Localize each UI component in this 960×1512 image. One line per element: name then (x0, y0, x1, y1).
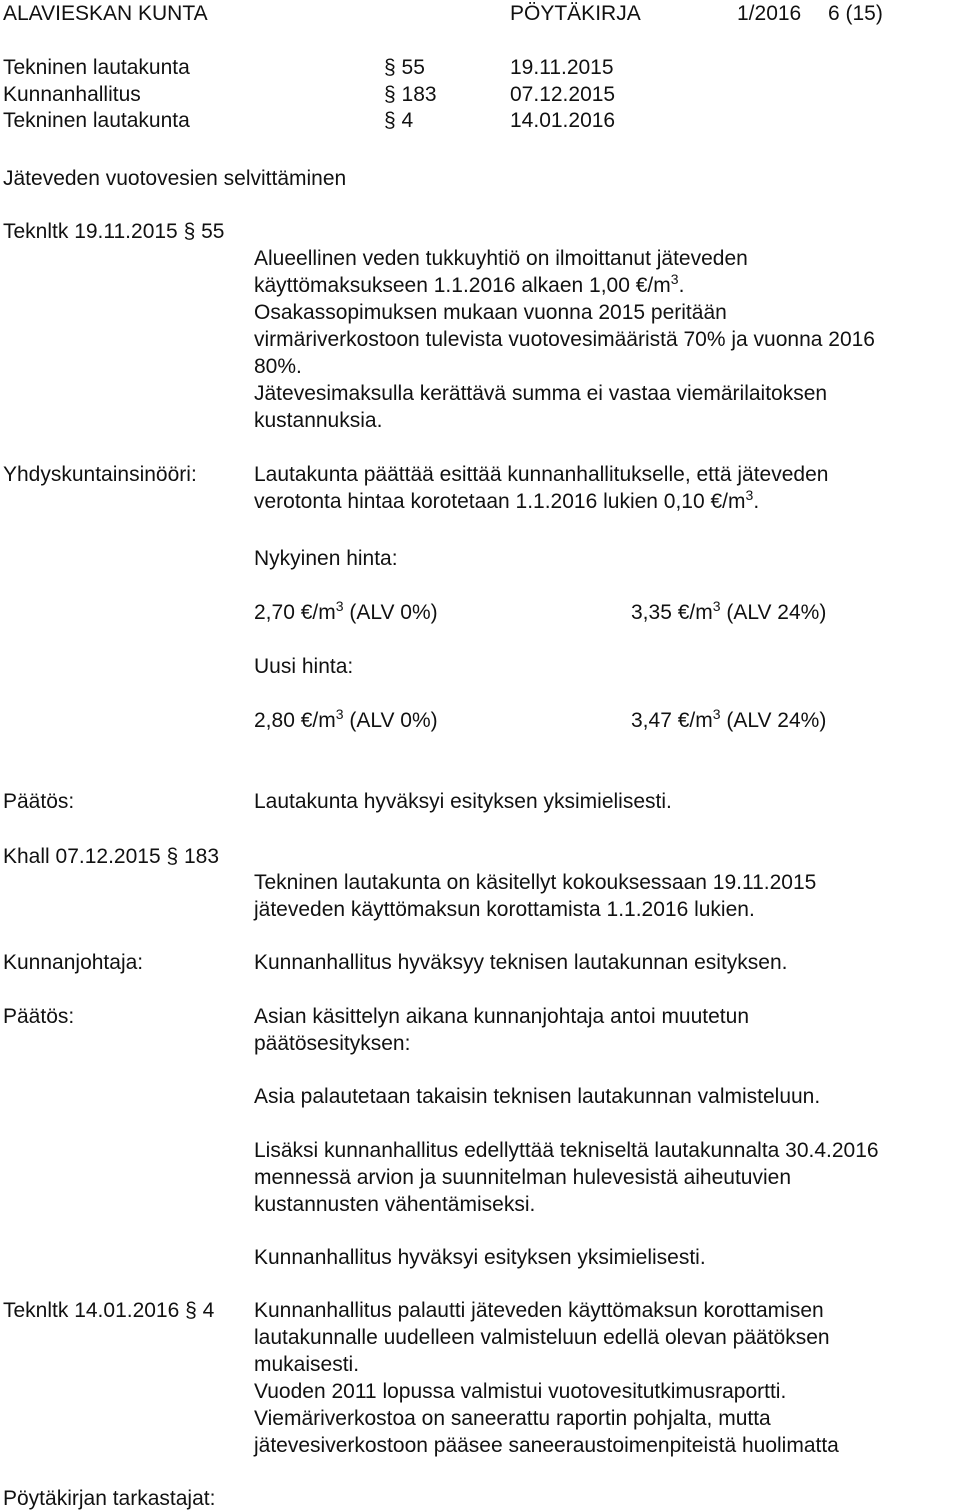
decision-label: Päätös: (3, 1005, 75, 1028)
header-doc-type: PÖYTÄKIRJA (510, 2, 641, 25)
proposal-label: Yhdyskuntainsinööri: (3, 463, 197, 486)
text-line: mennessä arvion ja suunnitelman hulevesistä aiheutuvien (254, 1166, 791, 1189)
reference-body: Tekninen lautakunta (3, 109, 190, 132)
text-line: kustannuksia. (254, 409, 383, 432)
text-line: Asian käsittelyn aikana kunnanjohtaja antoi muutetun (254, 1005, 749, 1028)
text-line: Lautakunta päättää esittää kunnanhallitukselle, että jäteveden (254, 463, 829, 486)
text-line: lautakunnalle uudelleen valmisteluun edellä olevan päätöksen (254, 1326, 830, 1349)
header-doc-number: 1/2016 (737, 2, 802, 25)
khall-decision-requirement (254, 1137, 954, 1218)
new-price-label: Uusi hinta: (254, 655, 354, 678)
decision-text: Lautakunta hyväksyi esityksen yksimielisesti. (254, 790, 672, 813)
reference-section: § 4 (384, 109, 414, 132)
section-ref-teknltk-2015: Teknltk 19.11.2015 § 55 (3, 220, 225, 243)
manager-proposal: Kunnanhallitus hyväksyy teknisen lautakunnan esityksen. (254, 951, 788, 974)
text-line: jätevesiverkostoon pääsee saneeraustoimenpiteistä huolimatta (254, 1434, 839, 1457)
manager-label: Kunnanjohtaja: (3, 951, 144, 974)
khall-decision-intro (254, 1003, 954, 1057)
text-line: 80%. (254, 355, 302, 378)
text-line: Jätevesimaksulla kerättävä summa ei vastaa viemärilaitoksen (254, 382, 828, 405)
new-price-net: 2,80 $€/m^3$ (ALV 0%) (254, 706, 438, 732)
new-price-gross: 3,47 $€/m^3$ (ALV 24%) (631, 706, 827, 732)
khall-decision-return: Asia palautetaan takaisin teknisen lautakunnan valmisteluun. (254, 1085, 821, 1108)
teknltk-2016-text (254, 1297, 954, 1459)
reference-body: Kunnanhallitus (3, 83, 141, 106)
text-line: jäteveden käyttömaksun korottamista 1.1.2016 lukien. (254, 898, 755, 921)
text-line: virmäriverkostoon tulevista vuotovesimääristä 70% ja vuonna 2016 (254, 328, 875, 351)
text-line: kustannusten vähentämiseksi. (254, 1193, 536, 1216)
text-line: Tekninen lautakunta on käsitellyt kokouksessaan 19.11.2015 (254, 871, 817, 894)
header-municipality: ALAVIESKAN KUNTA (3, 2, 208, 25)
paragraph-costs (254, 380, 954, 434)
text-line: verotonta hintaa korotetaan 1.1.2016 lukien 0,10 $€/m^3$. (254, 487, 760, 513)
current-price-gross: 3,35 $€/m^3$ (ALV 24%) (631, 598, 827, 624)
paragraph-agreement (254, 299, 954, 380)
text-line: mukaisesti. (254, 1353, 360, 1376)
reference-section: § 55 (384, 56, 425, 79)
khall-intro (254, 869, 954, 923)
reference-body: Tekninen lautakunta (3, 56, 190, 79)
reference-date: 07.12.2015 (510, 83, 616, 106)
text-line: päätösesityksen: (254, 1032, 411, 1055)
reference-date: 19.11.2015 (510, 56, 614, 79)
paragraph-tariff-notice (254, 245, 954, 299)
footer-label: Pöytäkirjan tarkastajat: (3, 1487, 216, 1510)
text-line: Osakassopimuksen mukaan vuonna 2015 peritään (254, 301, 727, 324)
current-price-label: Nykyinen hinta: (254, 547, 398, 570)
header-page-number: 6 (15) (828, 2, 883, 25)
section-ref-teknltk-2016: Teknltk 14.01.2016 § 4 (3, 1299, 215, 1322)
current-price-net: 2,70 $€/m^3$ (ALV 0%) (254, 598, 438, 624)
proposal-text (254, 461, 954, 515)
khall-decision-result: Kunnanhallitus hyväksyi esityksen yksimielisesti. (254, 1246, 706, 1269)
text-line: käyttömaksukseen 1.1.2016 alkaen 1,00 $€/m^3$. (254, 271, 685, 297)
reference-section: § 183 (384, 83, 437, 106)
text-line: Lisäksi kunnanhallitus edellyttää tekniseltä lautakunnalta 30.4.2016 (254, 1139, 879, 1162)
text-line: Kunnanhallitus palautti jäteveden käyttömaksun korottamisen (254, 1299, 824, 1322)
text-line: Alueellinen veden tukkuyhtiö on ilmoittanut jäteveden (254, 247, 748, 270)
decision-label: Päätös: (3, 790, 75, 813)
page-title: Jäteveden vuotovesien selvittäminen (3, 167, 347, 190)
text-line: Viemäriverkostoa on saneerattu raportin pohjalta, mutta (254, 1407, 771, 1430)
text-line: Vuoden 2011 lopussa valmistui vuotovesitutkimusraportti. (254, 1380, 787, 1403)
section-ref-khall-2015: Khall 07.12.2015 § 183 (3, 845, 220, 868)
reference-date: 14.01.2016 (510, 109, 616, 132)
